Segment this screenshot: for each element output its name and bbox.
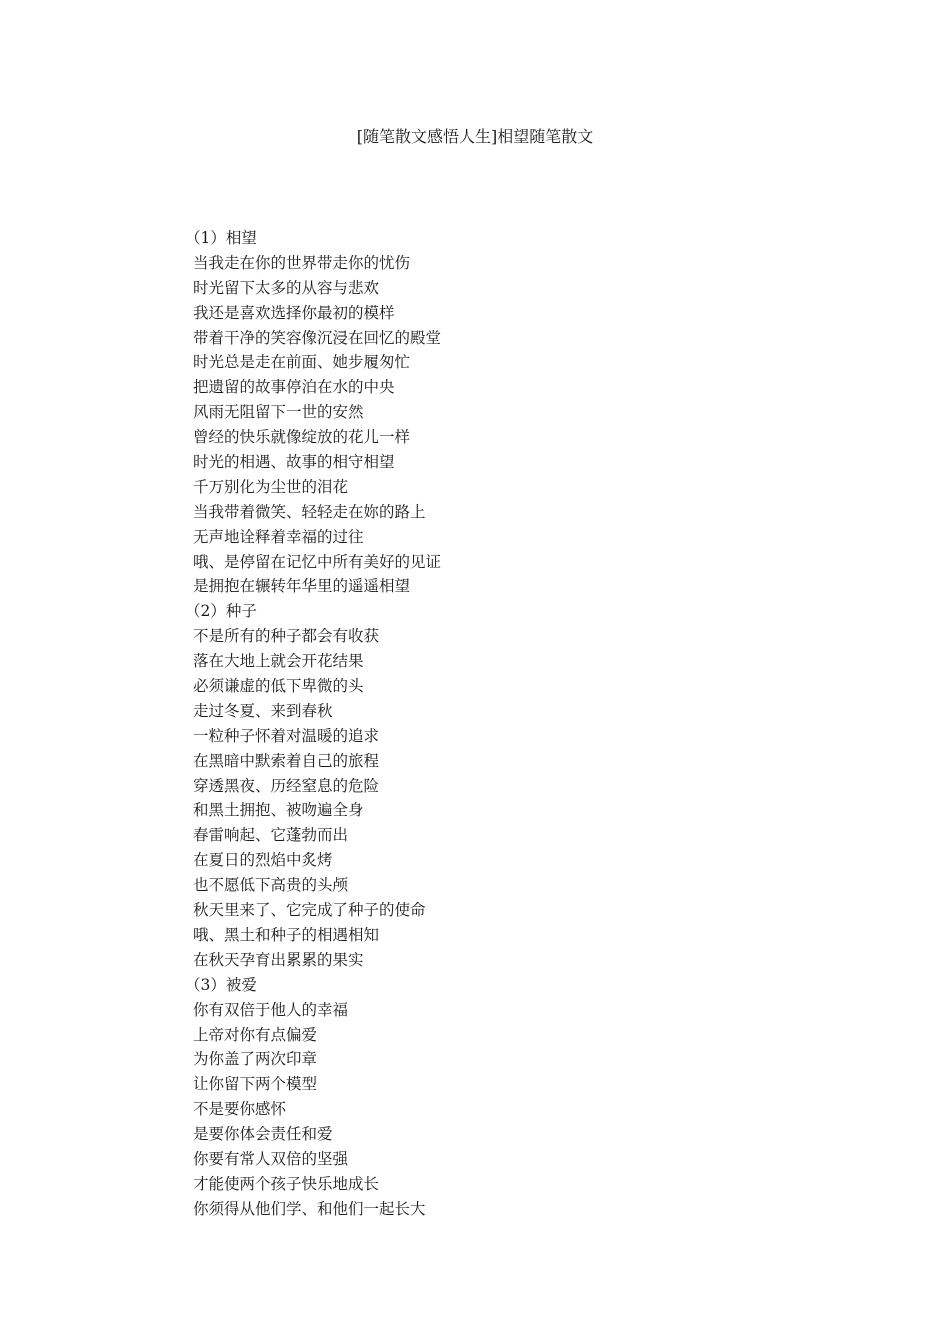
poem-line: 为你盖了两次印章 [193,1050,318,1069]
poem-line: 在秋天孕育出累累的果实 [193,950,364,969]
poem-line: 春雷响起、它蓬勃而出 [193,826,349,845]
section-heading: （3）被爱 [185,975,257,994]
poem-line: 曾经的快乐就像绽放的花儿一样 [193,428,411,447]
poem-line: 你要有常人双倍的坚强 [193,1149,349,1168]
poem-line: 把遗留的故事停泊在水的中央 [193,378,395,397]
poem-line: 你有双倍于他人的幸福 [193,1000,349,1019]
poem-line: 在黑暗中默索着自己的旅程 [193,751,380,770]
poem-line: 走过冬夏、来到春秋 [193,701,333,720]
poem-line: 你须得从他们学、和他们一起长大 [193,1199,426,1218]
poem-line: 秋天里来了、它完成了种子的使命 [193,901,426,920]
poem-line: 必须谦虚的低下卑微的头 [193,677,364,696]
poem-line: 在夏日的烈焰中炙烤 [193,851,333,870]
poem-line: 不是要你感怀 [193,1100,287,1119]
poem-line: 一粒种子怀着对温暖的追求 [193,726,380,745]
document-title: [随笔散文感悟人生]相望随笔散文 [356,127,594,146]
poem-line: 和黑土拥抱、被吻遍全身 [193,801,364,820]
poem-line: 让你留下两个模型 [193,1075,318,1094]
poem-line: 时光留下太多的从容与悲欢 [193,278,380,297]
poem-line: 哦、黑土和种子的相遇相知 [193,925,380,944]
poem-line: 是要你体会责任和爱 [193,1125,333,1144]
poem-line: 落在大地上就会开花结果 [193,652,364,671]
poem-line: 当我走在你的世界带走你的忧伤 [193,253,411,272]
poem-line: 当我带着微笑、轻轻走在妳的路上 [193,502,426,521]
poem-line: 风雨无阻留下一世的安然 [193,403,364,422]
poem-line: 不是所有的种子都会有收获 [193,627,380,646]
poem-body [185,226,793,1222]
poem-line: 千万别化为尘世的泪花 [193,477,349,496]
poem-line: 也不愿低下高贵的头颅 [193,876,349,895]
poem-line: 带着干净的笑容像沉浸在回忆的殿堂 [193,328,442,347]
poem-line: 是拥抱在辗转年华里的遥遥相望 [193,577,411,596]
poem-line: 无声地诠释着幸福的过往 [193,527,364,546]
section-heading: （2）种子 [185,602,257,621]
poem-line: 时光总是走在前面、她步履匆忙 [193,353,411,372]
poem-line: 穿透黑夜、历经窒息的危险 [193,776,380,795]
section-heading: （1）相望 [185,229,257,247]
poem-line: 上帝对你有点偏爱 [193,1025,318,1044]
poem-line: 我还是喜欢选择你最初的模样 [193,303,395,322]
poem-line: 才能使两个孩子快乐地成长 [193,1174,380,1193]
poem-line: 哦、是停留在记忆中所有美好的见证 [193,552,442,571]
poem-line: 时光的相遇、故事的相守相望 [193,453,395,472]
